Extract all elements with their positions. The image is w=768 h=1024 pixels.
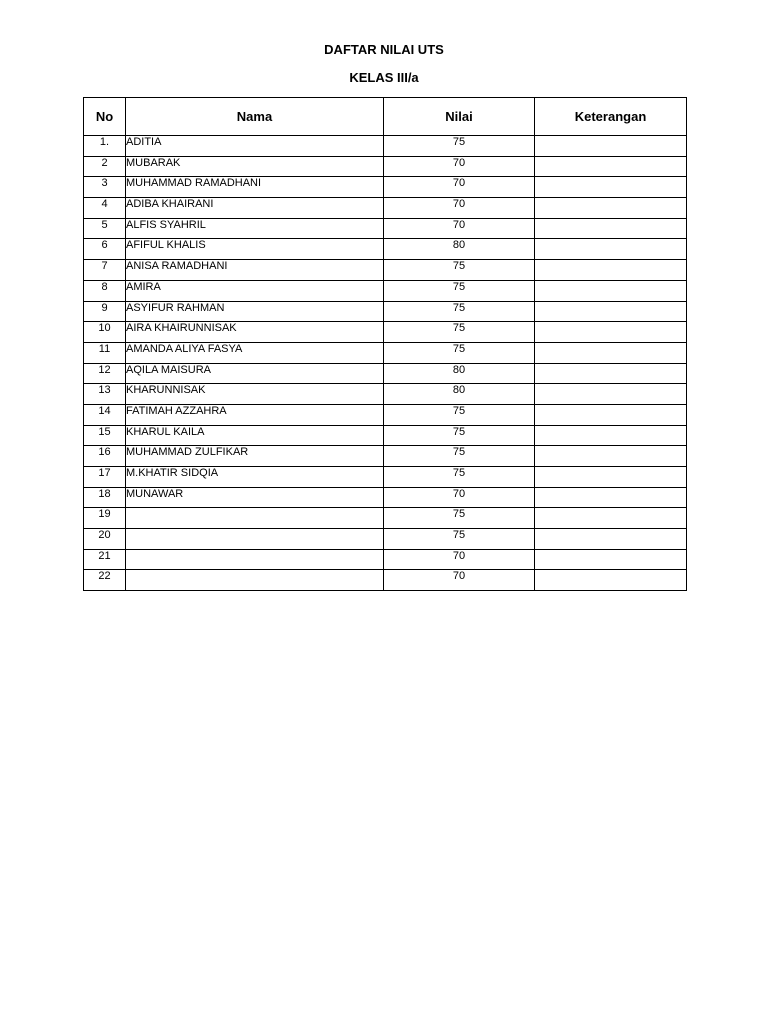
cell-keterangan bbox=[535, 260, 687, 281]
cell-nama: KHARUL KAILA bbox=[126, 425, 384, 446]
cell-no: 2 bbox=[84, 156, 126, 177]
table-row bbox=[84, 156, 687, 177]
cell-no: 17 bbox=[84, 467, 126, 488]
cell-nama: AQILA MAISURA bbox=[126, 363, 384, 384]
cell-keterangan bbox=[535, 177, 687, 198]
cell-nilai: 75 bbox=[384, 260, 535, 281]
cell-keterangan bbox=[535, 404, 687, 425]
grades-table bbox=[83, 97, 687, 591]
cell-keterangan bbox=[535, 508, 687, 529]
table-row bbox=[84, 198, 687, 219]
table-row bbox=[84, 177, 687, 198]
header-nilai: Nilai bbox=[384, 98, 535, 136]
cell-no: 10 bbox=[84, 322, 126, 343]
table-row bbox=[84, 260, 687, 281]
cell-keterangan bbox=[535, 570, 687, 591]
cell-no: 12 bbox=[84, 363, 126, 384]
cell-no: 14 bbox=[84, 404, 126, 425]
cell-nilai: 75 bbox=[384, 322, 535, 343]
cell-no: 4 bbox=[84, 198, 126, 219]
header-no: No bbox=[84, 98, 126, 136]
cell-nilai: 80 bbox=[384, 239, 535, 260]
table-row bbox=[84, 508, 687, 529]
table-body bbox=[84, 136, 687, 591]
header-nama: Nama bbox=[126, 98, 384, 136]
table-row bbox=[84, 549, 687, 570]
table-row bbox=[84, 136, 687, 157]
cell-keterangan bbox=[535, 446, 687, 467]
cell-nilai: 70 bbox=[384, 156, 535, 177]
header-keterangan: Keterangan bbox=[535, 98, 687, 136]
cell-keterangan bbox=[535, 218, 687, 239]
cell-no: 1. bbox=[84, 136, 126, 157]
cell-nama: ANISA RAMADHANI bbox=[126, 260, 384, 281]
cell-keterangan bbox=[535, 322, 687, 343]
cell-keterangan bbox=[535, 384, 687, 405]
document-title: DAFTAR NILAI UTS bbox=[324, 42, 444, 57]
cell-nilai: 70 bbox=[384, 570, 535, 591]
cell-nilai: 75 bbox=[384, 425, 535, 446]
cell-nilai: 75 bbox=[384, 136, 535, 157]
cell-no: 22 bbox=[84, 570, 126, 591]
cell-keterangan bbox=[535, 239, 687, 260]
table-header-row bbox=[84, 98, 687, 136]
table-row bbox=[84, 218, 687, 239]
cell-nilai: 75 bbox=[384, 404, 535, 425]
cell-nama: MUBARAK bbox=[126, 156, 384, 177]
cell-no: 5 bbox=[84, 218, 126, 239]
table-row bbox=[84, 425, 687, 446]
cell-keterangan bbox=[535, 487, 687, 508]
cell-nilai: 75 bbox=[384, 467, 535, 488]
cell-nama: AFIFUL KHALIS bbox=[126, 239, 384, 260]
table-row bbox=[84, 446, 687, 467]
table-row bbox=[84, 467, 687, 488]
cell-no: 15 bbox=[84, 425, 126, 446]
cell-keterangan bbox=[535, 342, 687, 363]
cell-no: 21 bbox=[84, 549, 126, 570]
cell-nama bbox=[126, 570, 384, 591]
cell-no: 6 bbox=[84, 239, 126, 260]
cell-keterangan bbox=[535, 529, 687, 550]
cell-keterangan bbox=[535, 156, 687, 177]
cell-keterangan bbox=[535, 301, 687, 322]
cell-no: 18 bbox=[84, 487, 126, 508]
cell-no: 3 bbox=[84, 177, 126, 198]
cell-no: 9 bbox=[84, 301, 126, 322]
cell-nilai: 80 bbox=[384, 363, 535, 384]
cell-keterangan bbox=[535, 549, 687, 570]
cell-nama: MUNAWAR bbox=[126, 487, 384, 508]
cell-no: 8 bbox=[84, 280, 126, 301]
cell-nilai: 75 bbox=[384, 446, 535, 467]
cell-nilai: 75 bbox=[384, 301, 535, 322]
cell-keterangan bbox=[535, 136, 687, 157]
table-row bbox=[84, 363, 687, 384]
cell-nilai: 80 bbox=[384, 384, 535, 405]
cell-keterangan bbox=[535, 363, 687, 384]
cell-nilai: 75 bbox=[384, 342, 535, 363]
cell-nilai: 75 bbox=[384, 529, 535, 550]
document-subtitle: KELAS III/a bbox=[349, 70, 419, 85]
cell-keterangan bbox=[535, 198, 687, 219]
cell-nama: M.KHATIR SIDQIA bbox=[126, 467, 384, 488]
cell-nama: MUHAMMAD RAMADHANI bbox=[126, 177, 384, 198]
cell-nama: ALFIS SYAHRIL bbox=[126, 218, 384, 239]
table-row bbox=[84, 570, 687, 591]
cell-keterangan bbox=[535, 467, 687, 488]
table-row bbox=[84, 239, 687, 260]
cell-nama: ADITIA bbox=[126, 136, 384, 157]
cell-no: 19 bbox=[84, 508, 126, 529]
cell-no: 11 bbox=[84, 342, 126, 363]
table-row bbox=[84, 529, 687, 550]
cell-no: 16 bbox=[84, 446, 126, 467]
cell-nama: AMIRA bbox=[126, 280, 384, 301]
cell-nilai: 75 bbox=[384, 508, 535, 529]
cell-keterangan bbox=[535, 425, 687, 446]
cell-nama bbox=[126, 508, 384, 529]
table-row bbox=[84, 301, 687, 322]
cell-no: 7 bbox=[84, 260, 126, 281]
cell-nilai: 70 bbox=[384, 218, 535, 239]
cell-nilai: 70 bbox=[384, 198, 535, 219]
table-row bbox=[84, 384, 687, 405]
cell-nama: MUHAMMAD ZULFIKAR bbox=[126, 446, 384, 467]
cell-nilai: 70 bbox=[384, 177, 535, 198]
cell-nilai: 70 bbox=[384, 549, 535, 570]
cell-nama: AMANDA ALIYA FASYA bbox=[126, 342, 384, 363]
table-row bbox=[84, 487, 687, 508]
cell-nama: AIRA KHAIRUNNISAK bbox=[126, 322, 384, 343]
table-row bbox=[84, 404, 687, 425]
cell-nama bbox=[126, 529, 384, 550]
table-row bbox=[84, 342, 687, 363]
cell-no: 13 bbox=[84, 384, 126, 405]
cell-nama bbox=[126, 549, 384, 570]
cell-no: 20 bbox=[84, 529, 126, 550]
cell-nama: FATIMAH AZZAHRA bbox=[126, 404, 384, 425]
cell-nilai: 75 bbox=[384, 280, 535, 301]
cell-keterangan bbox=[535, 280, 687, 301]
cell-nama: ADIBA KHAIRANI bbox=[126, 198, 384, 219]
cell-nama: KHARUNNISAK bbox=[126, 384, 384, 405]
cell-nama: ASYIFUR RAHMAN bbox=[126, 301, 384, 322]
cell-nilai: 70 bbox=[384, 487, 535, 508]
table-row bbox=[84, 322, 687, 343]
table-row bbox=[84, 280, 687, 301]
